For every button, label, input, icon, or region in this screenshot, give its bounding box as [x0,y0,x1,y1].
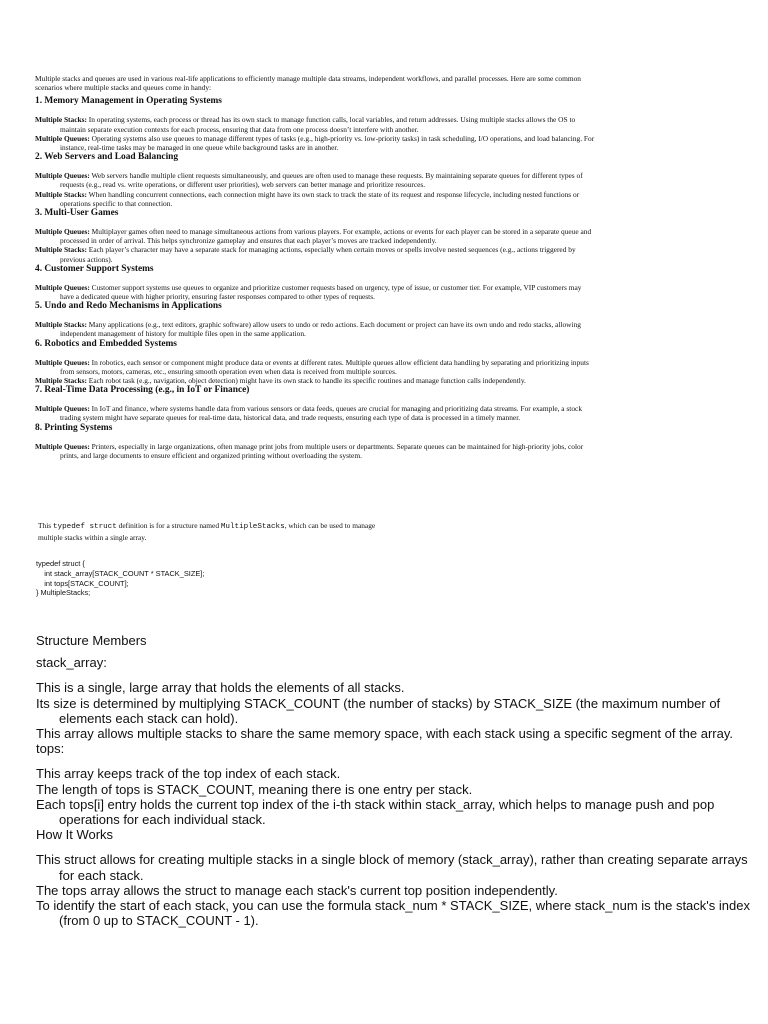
section-heading: 8. Printing Systems [35,422,113,433]
code-block: typedef struct { int stack_array[STACK_COUNT * STACK_SIZE]; int tops[STACK_COUNT]; } MultipleStacks; [36,559,205,598]
item-text: Printers, especially in large organizations, often manage print jobs from multiple users or departments. Separate queues can be maintained for high-priority jobs, color prints, and large documents to ensure efficient and organized printing without overloading the system. [60,441,584,460]
list-item [35,404,595,422]
list-item: This array keeps track of the top index of each stack. [36,766,341,782]
section-memory-management [35,96,595,152]
item-text: Operating systems also use queues to manage different types of tasks (e.g., high-priority vs. low-priority tasks) in task scheduling, I/O operations, and load balancing. For instance, real-time tasks may be managed in one queue while background tasks are in another. [60,133,595,153]
item-text: Multiplayer games often need to manage simultaneous actions from various players. For example, actions or events for each player can be stored in a separate queue and processed in order of arrival. This helps synchronize gameplay and ensures that each player’s moves are tracked independently. [60,227,592,246]
intro-paragraph: Multiple stacks and queues are used in various real-life applications to efficiently manage multiple data streams, independent workflows, and parallel processes. Here are some common scenarios where multiple stacks and queues come in handy: [35,74,581,93]
item-term: Multiple Stacks: [35,189,87,199]
item-text: In IoT and finance, where systems handle data from various sensors or data feeds, queues are crucial for managing and prioritizing data streams. For example, a stock trading system might have separate queues for real-time data, historical data, and trade requests, ensuring each type of data is processed in a timely manner. [60,404,583,423]
section-multi-user-games [35,208,595,264]
section-web-servers [35,152,595,208]
how-it-works-heading: How It Works [36,827,114,843]
item-term: Multiple Queues: [35,133,90,143]
stack-array-label: stack_array: [36,655,107,671]
stack-array-list [36,680,756,756]
structure-explanation [36,633,756,928]
inline-code: typedef struct [53,523,117,531]
structure-members-heading: Structure Members [36,633,147,648]
section-heading: 1. Memory Management in Operating Systems [35,96,222,107]
list-item [35,227,595,245]
tops-list [36,766,756,842]
list-item: To identify the start of each stack, you can use the formula stack_num * STACK_SIZE, where stack_num is the stack's index (from 0 up to STACK_COUNT - 1). [36,898,750,929]
item-term: Multiple Queues: [35,227,90,237]
list-item: The tops array allows the struct to manage each stack's current top position independently. [36,882,558,898]
section-heading: 5. Undo and Redo Mechanisms in Applications [35,301,222,312]
list-item: This is a single, large array that holds the elements of all stacks. [36,680,405,696]
section-real-time-data [35,385,595,422]
list-item [35,320,595,338]
section-heading: 3. Multi-User Games [35,208,119,219]
list-item: This array allows multiple stacks to share the same memory space, with each stack using a specific segment of the array. [36,726,733,742]
item-text: In operating systems, each process or thread has its own stack to manage function calls, local variables, and return addresses. Using multiple stacks allows the OS to maintain separate execution contexts for each process, ensuring that data from one process doesn’t interfere with another. [60,115,576,134]
section-heading: 2. Web Servers and Load Balancing [35,152,179,163]
list-item [35,115,595,133]
list-item: Its size is determined by multiplying STACK_COUNT (the number of stacks) by STACK_SIZE (the maximum number of elements each stack can hold). [36,695,721,726]
item-text: In robotics, each sensor or component might produce data or events at different rates. Multiple queues allow efficient data handling by separating and prioritizing inputs from sensors, motors, cameras, etc., ensuring smooth operation even when data is received from multiple sources. [60,357,589,376]
inline-code: MultipleStacks [220,523,285,531]
item-term: Multiple Queues: [35,282,90,292]
section-undo-redo [35,301,595,338]
item-term: Multiple Queues: [35,404,90,414]
list-item [35,171,595,189]
item-term: Multiple Stacks: [35,320,87,330]
list-item [35,245,595,263]
section-heading: 4. Customer Support Systems [35,263,154,274]
section-robotics [35,339,595,386]
item-term: Multiple Queues: [35,171,90,181]
section-heading: 6. Robotics and Embedded Systems [35,338,177,349]
item-text: When handling concurrent connections, each connection might have its own stack to track the state of its request and response lifecycle, including nested functions or operations specific to that connection. [60,189,580,208]
section-customer-support [35,264,595,301]
applications-section [35,74,595,460]
how-it-works-list [36,852,756,928]
item-text: Each player’s character may have a separate stack for managing actions, especially when certain moves or spells involve nested sequences (e.g., actions triggered by previous actions). [60,245,576,264]
item-term: Multiple Queues: [35,441,90,451]
typedef-description: This typedef struct definition is for a structure named MultipleStacks, which can be used to manage multiple stacks within a single array. [38,521,376,542]
list-item: The length of tops is STACK_COUNT, meaning there is one entry per stack. [36,781,473,797]
item-text: Customer support systems use queues to organize and prioritize customer requests based on urgency, type of issue, or customer tier. For example, VIP customers may have a dedicated queue with higher priority, ensuring faster responses compared to other types of requests. [60,282,582,302]
item-term: Multiple Queues: [35,357,90,367]
list-item [35,134,595,152]
item-term: Multiple Stacks: [35,245,87,255]
section-heading: 7. Real-Time Data Processing (e.g., in IoT or Finance) [35,385,250,396]
item-term: Multiple Stacks: [35,115,87,125]
item-text: Each robot task (e.g., navigation, object detection) might have its own stack to handle its specific routines and manage function calls independently. [86,376,526,386]
list-item [35,283,595,301]
list-item [35,376,595,385]
item-text: Web servers handle multiple client requests simultaneously, and queues are often used to manage these requests. By maintaining separate queues for different types of requests (e.g., read vs. write operations, or different user priorities), web servers can better manage and prioritize resources. [60,171,583,190]
item-term: Multiple Stacks: [35,376,87,386]
list-item [35,442,595,460]
list-item: This struct allows for creating multiple stacks in a single block of memory (stack_array), rather than creating separate arrays for each stack. [36,852,748,883]
list-item [35,190,595,208]
list-item: Each tops[i] entry holds the current top index of the i-th stack within stack_array, which helps to manage push and pop operations for each individual stack. [36,796,715,828]
item-text: Many applications (e.g., text editors, graphic software) allow users to undo or redo actions. Each document or project can have its own undo and redo stacks, allowing independent management of history for multiple files open in the same application. [60,320,581,339]
tops-label: tops: [36,741,65,757]
section-printing-systems [35,423,595,460]
list-item [35,358,595,376]
